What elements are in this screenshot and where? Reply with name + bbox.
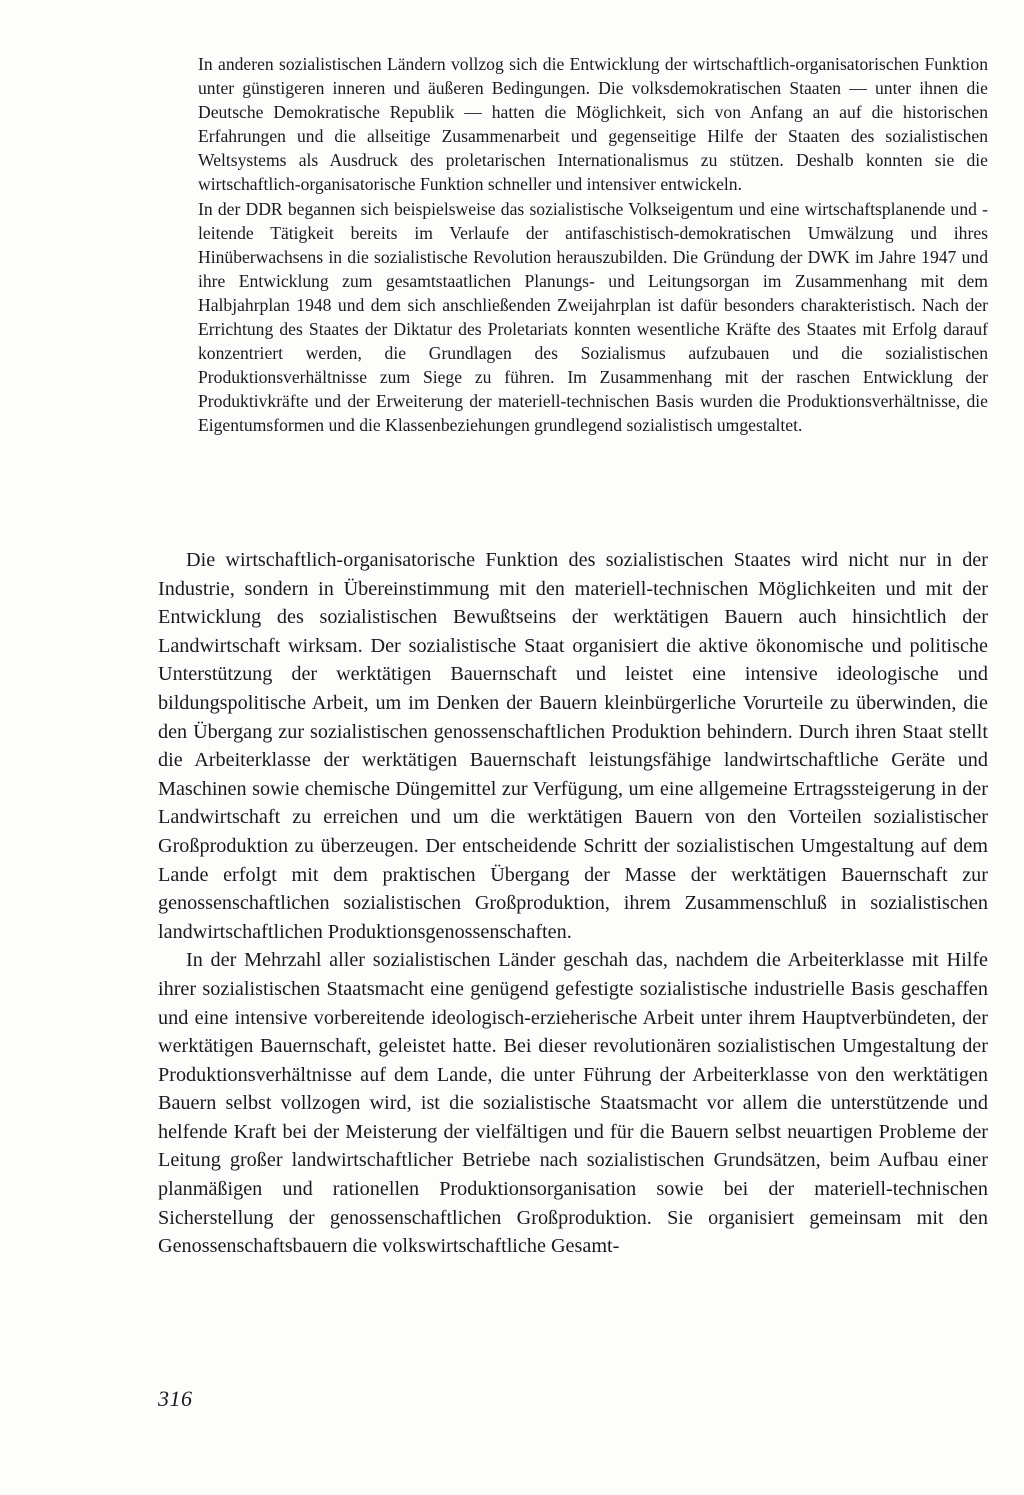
- indented-text-block: [198, 52, 988, 438]
- indented-paragraph-1: In anderen sozialistischen Ländern vollzog sich die Entwicklung der wirtschaftlich-organisatorischen Funktion unter günstigeren inneren und äußeren Bedingungen. Die volksdemokratischen Staaten — unter ihnen die Deutsche Demokratische Republik — hatten die Möglichkeit, sich von Anfang an auf die historischen Erfahrungen und die allseitige Zusammenarbeit und gegenseitige Hilfe der Staaten des sozialistischen Weltsystems als Ausdruck des proletarischen Internationalismus zu stützen. Deshalb konnten sie die wirtschaftlich-organisatorische Funktion schneller und intensiver entwickeln.: [198, 54, 988, 195]
- page-number: 316: [158, 1386, 193, 1411]
- indented-paragraph-2: In der DDR begannen sich beispielsweise das sozialistische Volkseigentum und eine wirtschaftsplanende und -leitende Tätigkeit bereits im Verlaufe der antifaschistisch-demokratischen Umwälzung und ihres Hinüberwachsens in die sozialistische Revolution herauszubilden. Die Gründung der DWK im Jahre 1947 und ihre Entwicklung zum gesamtstaatlichen Planungs- und Leitungsorgan im Zusammenhang mit dem Halbjahrplan 1948 und dem sich anschließenden Zweijahrplan ist dafür besonders charakteristisch. Nach der Errichtung des Staates der Diktatur des Proletariats konnten wesentliche Kräfte des Staates mit Erfolg darauf konzentriert werden, die Grundlagen des Sozialismus aufzubauen und die sozialistischen Produktionsverhältnisse zum Siege zu führen. Im Zusammenhang mit der raschen Entwicklung der Produktivkräfte und der Erweiterung der materiell-technischen Basis wurden die Produktionsverhältnisse, die Eigentumsformen und die Klassenbeziehungen grundlegend sozialistisch umgestaltet.: [198, 198, 988, 436]
- main-text-block: [158, 546, 988, 1261]
- main-paragraph-2: In der Mehrzahl aller sozialistischen Länder geschah das, nachdem die Arbeiterklasse mit Hilfe ihrer sozialistischen Staatsmacht eine genügend gefestigte sozialistische industrielle Basis geschaffen und eine intensive vorbereitende ideologisch-erzieherische Arbeit unter ihrem Hauptverbündeten, der werktätigen Bauernschaft, geleistet hatte. Bei dieser revolutionären sozialistischen Umgestaltung der Produktionsverhältnisse auf dem Lande, die unter Führung der Arbeiterklasse von den werktätigen Bauern selbst vollzogen wird, ist die sozialistische Staatsmacht vor allem die unterstützende und helfende Kraft bei der Meisterung der vielfältigen und für die Bauern selbst neuartigen Probleme der Leitung großer landwirtschaftlicher Betriebe nach sozialistischen Grundsätzen, beim Aufbau einer planmäßigen und rationellen Produktionsorganisation sowie bei der materiell-technischen Sicherstellung der genossenschaftlichen Großproduktion. Sie organisiert gemeinsam mit den Genossenschaftsbauern die volkswirtschaftliche Gesamt-: [158, 949, 988, 1258]
- main-paragraph-1: Die wirtschaftlich-organisatorische Funktion des sozialistischen Staates wird nicht nur in der Industrie, sondern in Übereinstimmung mit den materiell-technischen Möglichkeiten und mit der Entwicklung des sozialistischen Bewußtseins der werktätigen Bauern auch hinsichtlich der Landwirtschaft wirksam. Der sozialistische Staat organisiert die aktive ökonomische und politische Unterstützung der werktätigen Bauernschaft und leistet eine intensive ideologische und bildungspolitische Arbeit, um im Denken der Bauern kleinbürgerliche Vorurteile zu überwinden, die den Übergang zur sozialistischen genossenschaftlichen Produktion behindern. Durch ihren Staat stellt die Arbeiterklasse der werktätigen Bauernschaft leistungsfähige landwirtschaftliche Geräte und Maschinen sowie chemische Düngemittel zur Verfügung, um eine allgemeine Ertragssteigerung in der Landwirtschaft zu erreichen und um die werktätigen Bauern von den Vorteilen sozialistischer Großproduktion zu überzeugen. Der entscheidende Schritt der sozialistischen Umgestaltung auf dem Lande erfolgt mit dem praktischen Übergang der Masse der werktätigen Bauernschaft zur genossenschaftlichen sozialistischen Großproduktion, ihrem Zusammenschluß in sozialistischen landwirtschaftlichen Produktionsgenossenschaften.: [158, 549, 988, 943]
